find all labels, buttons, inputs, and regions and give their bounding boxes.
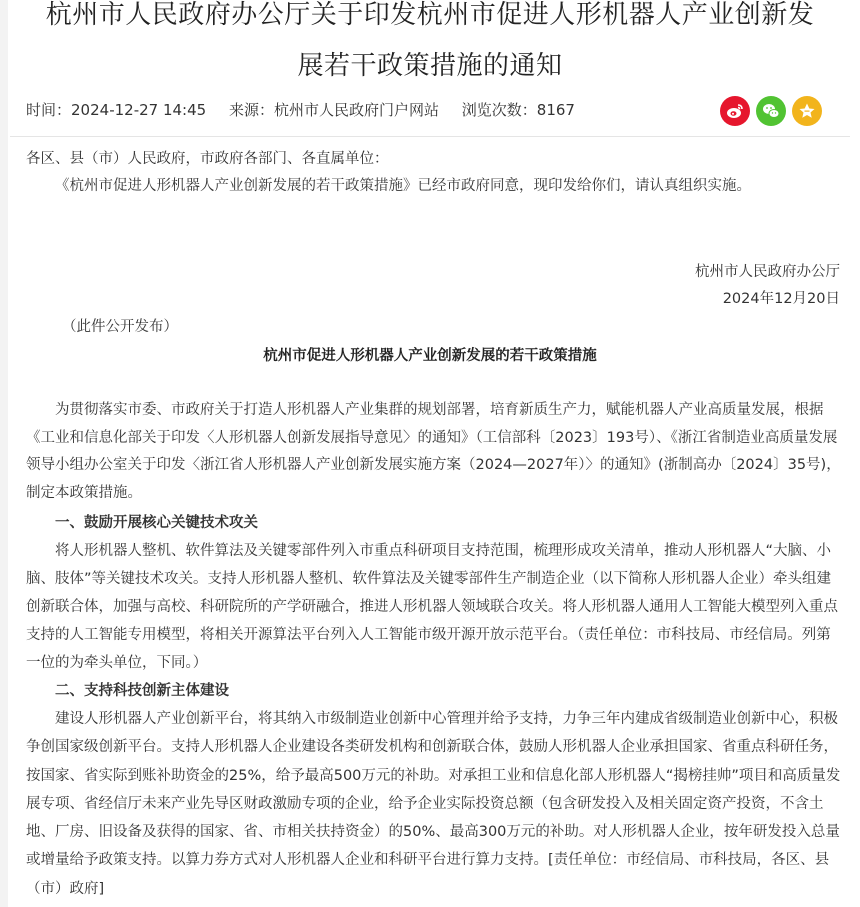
view-count	[462, 101, 575, 119]
time-value: 2024-12-27 14:45	[71, 101, 207, 119]
signature-org: 杭州市人民政府办公厅	[695, 264, 840, 280]
favorite-button[interactable]	[792, 96, 822, 126]
article-title-line1: 杭州市人民政府办公厅关于印发杭州市促进人形机器人产业创新发	[45, 0, 815, 30]
public-note: （此件公开发布）	[62, 319, 178, 335]
weibo-icon	[725, 101, 745, 121]
article-meta	[26, 99, 593, 120]
source	[229, 101, 439, 119]
section1-heading: 一、鼓励开展核心关键技术攻关	[55, 515, 258, 531]
meta-divider	[10, 136, 850, 137]
share-bar	[720, 96, 822, 126]
section2-body: 建设人形机器人产业创新平台，将其纳入市级制造业创新中心管理并给予支持，力争三年内建成省级制造业创新中心，积极争创国家级创新平台。支持人形机器人企业建设各类研发机构和创新联合体，鼓励人形机器人企业承担国家、省重点科研任务，按国家、省实际到账补助资金的25%，给予最高500万元的补助。对承担工业和信息化部人形机器人“揭榜挂帅”项目和高质量发展专项、省经信厅未来产业先导区财政激励专项的企业，给予企业实际投资总额（包含研发投入及相关固定资产投资，不含土地、厂房、旧设备及获得的国家、省、市相关扶持资金）的50%、最高300万元的补助。对人形机器人企业，按年研发投入总量或增量给予政策支持。以算力券方式对人形机器人企业和科研平台进行算力支持。[责任单位：市经信局、市科技局，各区、县（市）政府]	[26, 711, 841, 897]
views-value: 8167	[536, 101, 575, 119]
section2-heading: 二、支持科技创新主体建设	[55, 683, 229, 699]
publish-time	[26, 101, 206, 119]
left-edge	[0, 0, 8, 907]
policy-title: 杭州市促进人形机器人产业创新发展的若干政策措施	[263, 348, 597, 364]
signature-date: 2024年12月20日	[722, 291, 840, 307]
views-label: 浏览次数：	[461, 101, 537, 119]
source-label: 来源：	[228, 101, 274, 119]
share-weibo-button[interactable]	[720, 96, 750, 126]
time-label: 时间：	[26, 101, 72, 119]
share-wechat-button[interactable]	[756, 96, 786, 126]
preamble-paragraph: 为贯彻落实市委、市政府关于打造人形机器人产业集群的规划部署，培育新质生产力，赋能机器人产业高质量发展，根据《工业和信息化部关于印发〈人形机器人创新发展指导意见〉的通知》（工信部科〔2023〕193号）、《浙江省制造业高质量发展领导小组办公室关于印发〈浙江省人形机器人产业创新发展实施方案（2024—2027年）〉的通知》(浙制高办〔2024〕35号)，制定本政策措施。	[26, 402, 841, 501]
intro-paragraph: 《杭州市促进人形机器人产业创新发展的若干政策措施》已经市政府同意，现印发给你们，请认真组织实施。	[55, 178, 751, 194]
wechat-icon	[761, 101, 781, 121]
article-title-line2: 展若干政策措施的通知	[297, 51, 563, 81]
article-title	[0, 0, 860, 84]
star-icon	[797, 101, 817, 121]
salutation: 各区、县（市）人民政府，市政府各部门、各直属单位：	[26, 151, 389, 167]
source-value: 杭州市人民政府门户网站	[273, 101, 439, 119]
section1-body: 将人形机器人整机、软件算法及关键零部件列入市重点科研项目支持范围，梳理形成攻关清单，推动人形机器人“大脑、小脑、肢体”等关键技术攻关。支持人形机器人整机、软件算法及关键零部件生产制造企业（以下简称人形机器人企业）牵头组建创新联合体，加强与高校、科研院所的产学研融合，推进人形机器人领域联合攻关。将人形机器人通用人工智能大模型列入重点支持的人工智能专用模型，将相关开源算法平台列入人工智能市级开源开放示范平台。（责任单位：市科技局、市经信局。列第一位的为牵头单位，下同。）	[26, 543, 838, 671]
